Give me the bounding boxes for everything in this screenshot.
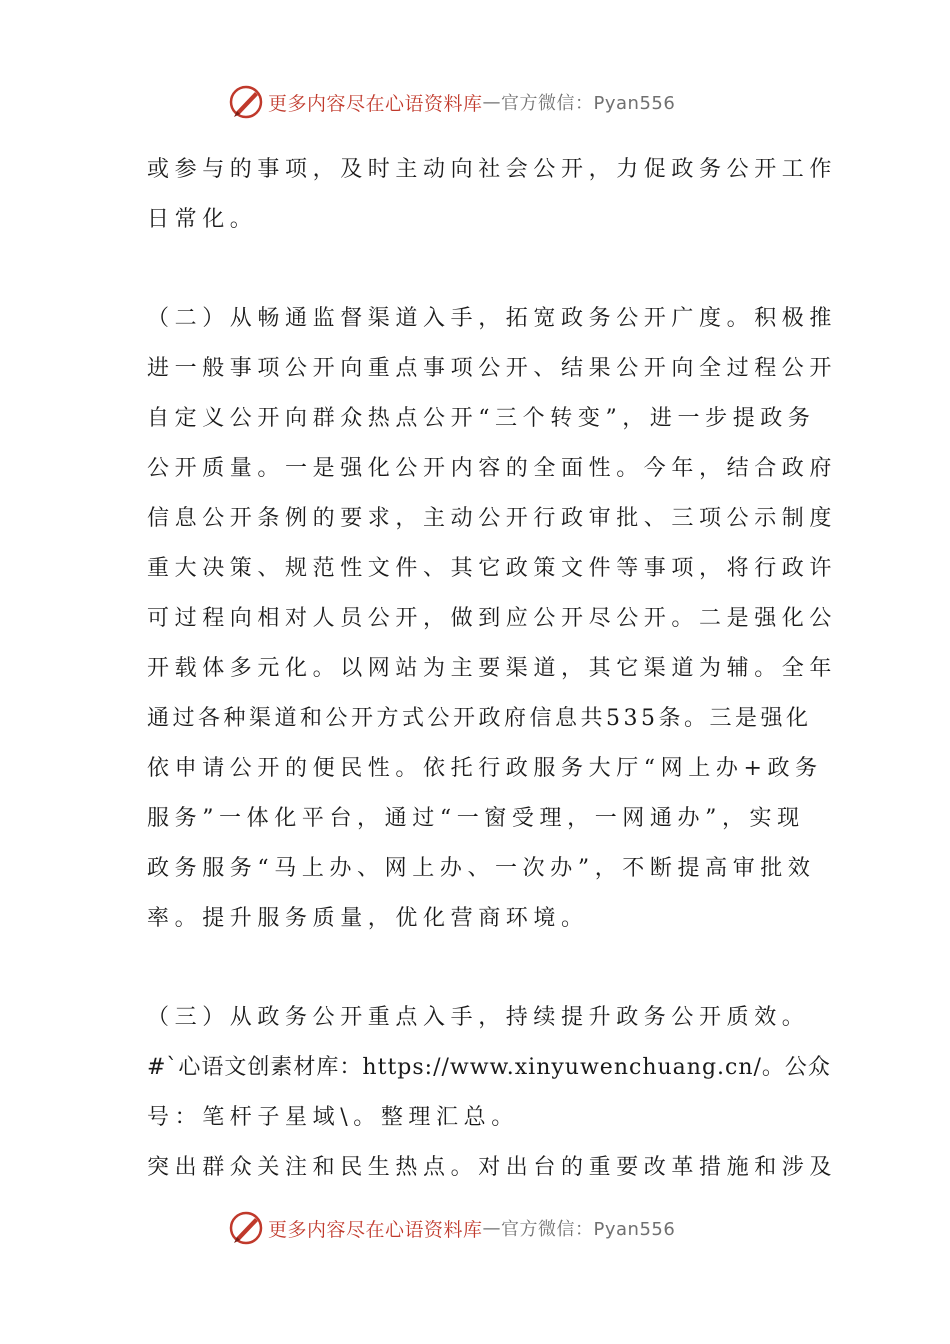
text-line: 进一般事项公开向重点事项公开、结果公开向全过程公开 <box>147 356 838 381</box>
document-body <box>147 145 838 1193</box>
banner-wechat: 官方微信：Pyan556 <box>501 1219 676 1240</box>
source-url-line: #`心语文创素材库：https://www.xinyuwenchuang.cn/。公众 <box>147 1055 831 1080</box>
footer-banner <box>228 1208 675 1248</box>
text-line: 或参与的事项，及时主动向社会公开，力促政务公开工作 <box>147 157 838 182</box>
text-line: 率。提升服务质量，优化营商环境。 <box>147 906 589 931</box>
text-line: 自定义公开向群众热点公开“三个转变”，进一步提政务 <box>147 406 816 431</box>
text-line: 公开质量。一是强化公开内容的全面性。今年，结合政府 <box>147 456 838 481</box>
banner-title: 更多内容尽在心语资料库 <box>268 1218 483 1241</box>
banner-dash: — <box>482 91 502 113</box>
text-line: 可过程向相对人员公开，做到应公开尽公开。二是强化公 <box>147 606 838 631</box>
text-line: 开载体多元化。以网站为主要渠道，其它渠道为辅。全年 <box>147 656 838 681</box>
banner-title: 更多内容尽在心语资料库 <box>268 92 483 115</box>
paragraph-gap <box>147 944 807 993</box>
quill-pen-logo-icon <box>228 84 264 120</box>
text-line: 信息公开条例的要求，主动公开行政审批、三项公示制度 <box>147 506 838 531</box>
banner-dash: — <box>482 1217 502 1239</box>
text-line: 重大决策、规范性文件、其它政策文件等事项，将行政许 <box>147 556 838 581</box>
paragraph-gap <box>147 245 807 294</box>
text-line: 突出群众关注和民生热点。对出台的重要改革措施和涉及 <box>147 1155 838 1180</box>
text-line: 政务服务“马上办、网上办、一次办”，不断提高审批效 <box>147 856 816 881</box>
header-banner <box>228 82 675 122</box>
text-line: 日常化。 <box>147 207 258 232</box>
text-line: 通过各种渠道和公开方式公开政府信息共535条。三是强化 <box>147 706 812 731</box>
banner-wechat: 官方微信：Pyan556 <box>501 93 676 114</box>
quill-pen-logo-icon <box>228 1210 264 1246</box>
section-heading-2: （二）从畅通监督渠道入手，拓宽政务公开广度。积极推 <box>147 306 838 331</box>
section-heading-3: （三）从政务公开重点入手，持续提升政务公开质效。 <box>147 1005 810 1030</box>
text-line: 服务”一体化平台，通过“一窗受理，一网通办”，实现 <box>147 806 805 831</box>
text-line: 依申请公开的便民性。依托行政服务大厅“网上办+政务 <box>147 756 823 781</box>
text-line: 号：笔杆子星域\。整理汇总。 <box>147 1105 519 1130</box>
